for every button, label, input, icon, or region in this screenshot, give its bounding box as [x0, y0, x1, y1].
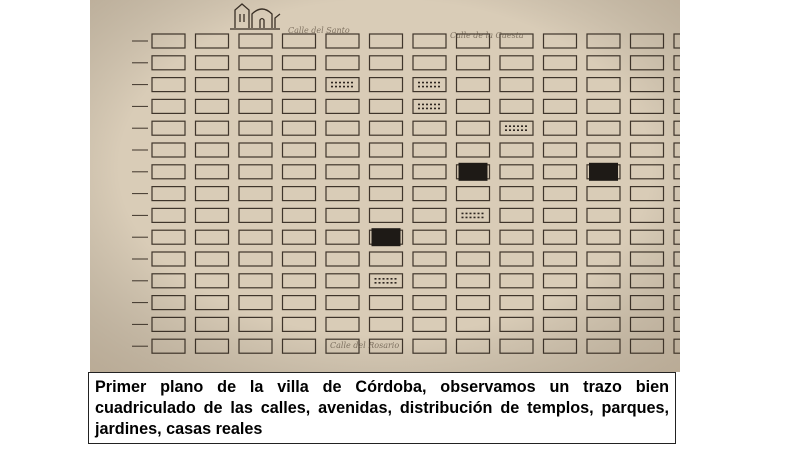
map-caption [88, 372, 676, 444]
caption-text: Primer plano de la villa de Córdoba, observamos un trazo bien cuadriculado de las calles, avenidas, distribución de templos, parques, jardines, casas reales [95, 378, 669, 438]
historical-city-map [90, 0, 680, 372]
